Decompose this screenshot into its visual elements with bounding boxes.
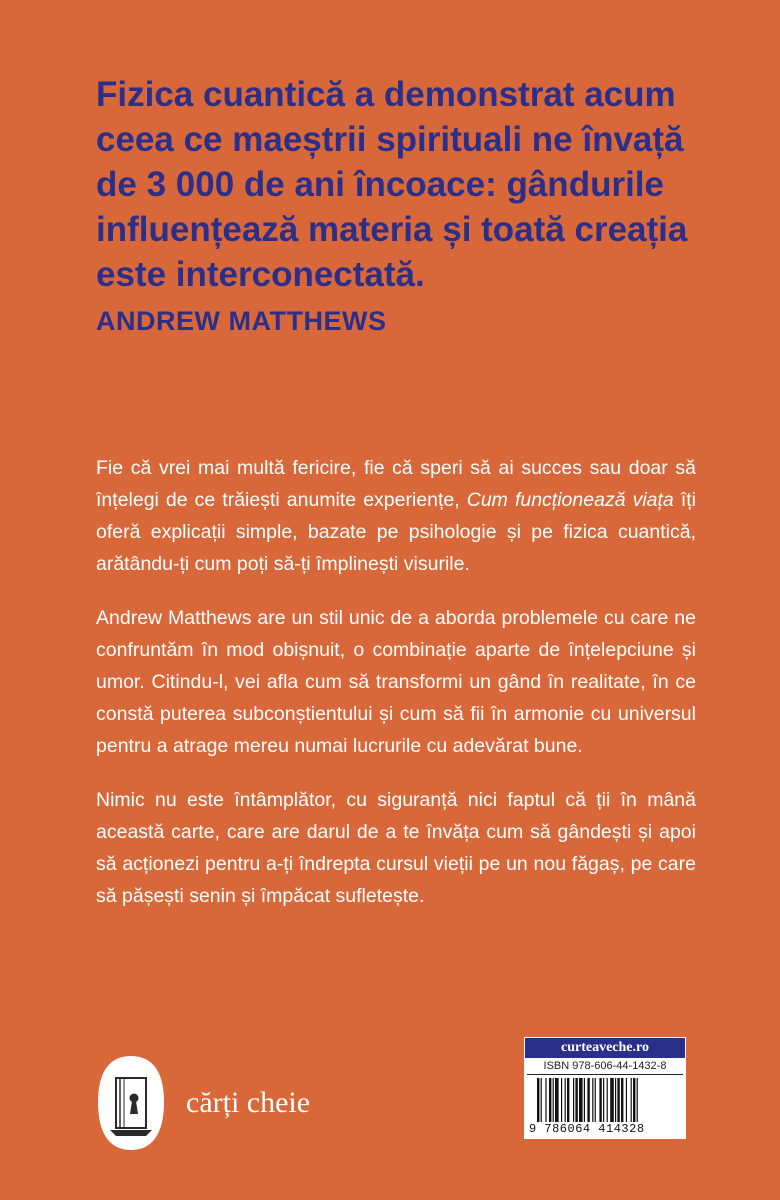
barcode-stripe — [626, 1078, 627, 1122]
isbn-label: ISBN 978-606-44-1432-8 — [527, 1058, 683, 1075]
barcode-stripe — [631, 1078, 632, 1122]
description-p1-start: Fie că vrei mai multă fericire, fie că speri să ai succes sau doar să înțelegi de ce trăiești anumite experiențe, — [96, 457, 696, 511]
book-keyhole-icon — [96, 1054, 166, 1152]
barcode-stripe — [621, 1078, 623, 1122]
description-paragraph-3: Nimic nu este întâmplător, cu siguranță nici faptul că ții în mână această carte, care are darul de a te învăța cum să gândești și apoi să acționezi pentru a-ți îndrepta cursul vieții pe un nou făgaș, pe care să pășești senin și împăcat sufletește. — [96, 789, 696, 907]
barcode-stripe — [537, 1078, 539, 1122]
barcode-stripe — [565, 1078, 566, 1122]
publisher-name: cărți cheie — [186, 1086, 311, 1119]
barcode-panel — [524, 1037, 686, 1139]
barcode-stripe — [637, 1078, 638, 1122]
barcode-stripe — [561, 1078, 562, 1122]
description-paragraph-2: Andrew Matthews are un stil unic de a aborda problemele cu care ne confruntăm în mod obișnuit, o combinație aparte de înțelepciune și umor. Citindu-l, vei afla cum să transformi un gând în realitate, în ce constă puterea subconștientului și cum să fii în armonie cu universul pentru a atrage mereu numai lucrurile cu adevărat bune. — [96, 607, 696, 757]
barcode-stripe — [599, 1078, 601, 1122]
barcode-stripe — [587, 1078, 589, 1122]
barcode-stripe — [545, 1078, 546, 1122]
barcode-stripe — [615, 1078, 616, 1122]
barcode-stripe — [592, 1078, 593, 1122]
barcode-digits: 9 786064 414328 — [529, 1122, 645, 1136]
barcode-stripe — [595, 1078, 596, 1122]
book-title: Cum funcționează viața — [466, 489, 674, 511]
barcode-stripe — [567, 1078, 569, 1122]
quote-author: ANDREW MATTHEWS — [96, 306, 387, 336]
barcode-stripe — [584, 1078, 585, 1122]
publisher-website: curteaveche.ro — [525, 1038, 685, 1058]
description-p1-end: îți oferă explicații simple, bazate pe psihologie și pe fizica cuantică, arătându-ți cum poți să-ți împlinești visurile. — [96, 489, 696, 575]
barcode-stripe — [555, 1078, 559, 1122]
publisher-logo — [96, 1054, 310, 1152]
barcode-stripe — [607, 1078, 608, 1122]
barcode-bars — [535, 1078, 679, 1122]
book-description — [96, 452, 696, 934]
quote-text: Fizica cuantică a demonstrat acum ceea ce maeștrii spirituali ne învață de 3 000 de ani încoace: gândurile influențează materia și toată creația este interconectată. — [96, 75, 688, 294]
barcode-stripe — [575, 1078, 577, 1122]
barcode-stripe — [541, 1078, 542, 1122]
barcode-stripe — [617, 1078, 619, 1122]
description-paragraph-1 — [96, 452, 696, 580]
barcode-stripe — [633, 1078, 635, 1122]
barcode-stripe — [573, 1078, 574, 1122]
barcode-stripe — [553, 1078, 554, 1122]
barcode-stripe — [579, 1078, 583, 1122]
barcode-stripe — [603, 1078, 604, 1122]
barcode-stripe — [549, 1078, 551, 1122]
barcode-stripe — [610, 1078, 614, 1122]
